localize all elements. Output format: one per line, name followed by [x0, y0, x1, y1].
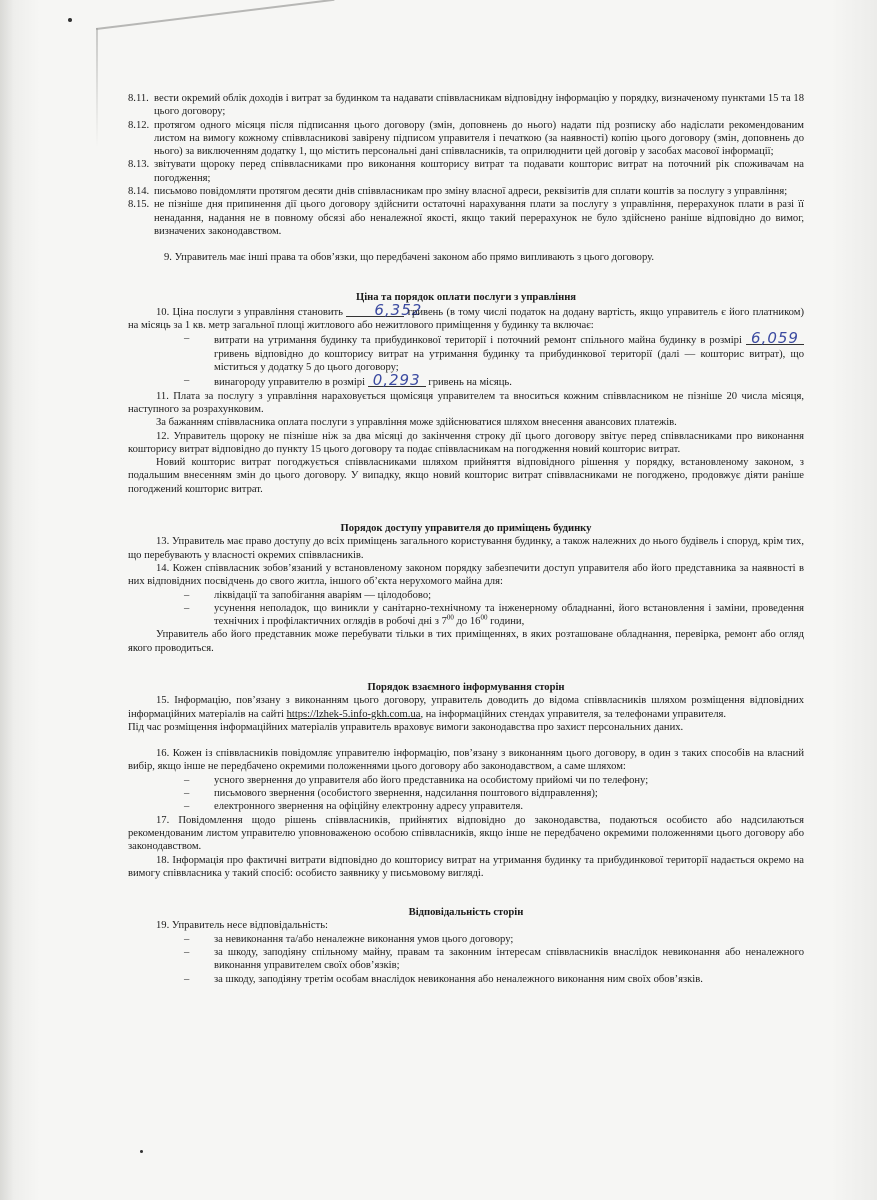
section-title-price: Ціна та порядок оплати послуги з управління	[355, 291, 577, 303]
section-title-access: Порядок доступу управителя до приміщень будинку	[340, 523, 592, 535]
paragraph-9: 9. Управитель має інші права та обов’язки, що передбачені законом або прямо випливають з цього договору.	[164, 252, 655, 264]
paragraph-16: 16. Кожен із співвласників повідомляє управителю інформацію, пов’язану з виконанням цього договору, в один з таких способів на власний вибір, якщо інше не передбачено окремими положеннями цього договору або законодавством, а саме шляхом:	[128, 748, 804, 773]
obligation-text: не пізніше дня припинення дії цього договору здійснити остаточні нарахування плати за послугу з управління, перерахунок плати в разі її ненадання, надання не в повному обсязі або неналежної якості, якщо такий перерахунок не було здійснено раніше відповідно до вимог, визначених законодавством.	[154, 199, 804, 237]
paragraph-18: 18. Інформація про фактичні витрати відповідно до кошторису витрат на утримання будинку та прибудинкової території надається окремо на вимогу співвласника у такий спосіб: особисто заявнику у письмовому вигляді.	[128, 854, 804, 879]
resp-item-contract: – за невиконання та/або неналежне виконання умов цього договору;	[184, 933, 514, 945]
paragraph-12b: Новий кошторис витрат погоджується співвласниками шляхом прийняття відповідного рішення у порядку, встановленому законом, з подальшим внесенням змін до цього договору. У випадку, якщо новий кошторис витрат співвласниками не погоджено, продовжує діяти раніше погоджений кошторис витрат.	[128, 457, 804, 495]
obligation-number: 8.11.	[128, 93, 149, 104]
handwritten-fee: 0,293	[368, 374, 426, 387]
obligation-item	[128, 198, 804, 238]
price-item-fee: – винагороду управителю в розмірі 0,293 гривень на місяць.	[184, 371, 512, 390]
obligation-item	[128, 185, 804, 198]
paragraph-17: 17. Повідомлення щодо рішень співвласників, прийнятих відповідно до законодавства, подаються особисто або надсилаються рекомендованим листом управителю уповноваженою особою співвласників, якщо інше не передбачено окремими положеннями цього договору або законодавством.	[128, 814, 804, 853]
obligation-item	[128, 92, 804, 119]
scan-speck	[68, 18, 72, 22]
price-item-maintenance: – витрати на утримання будинку та прибудинкової території і поточний ремонт спільного майна будинку в розмірі 6,059 гривень відповідно до кошторису витрат на утримання будинку та прибудинкової території (далі — кошторис витрат), що міститься у додатку 5 до цього договору;	[184, 329, 804, 374]
obligation-item	[128, 119, 804, 159]
document-page	[128, 92, 804, 986]
resp-item-third-parties: – за шкоду, заподіяну третім особам внаслідок невиконання або неналежного виконання ним своїх обов’язків.	[184, 973, 703, 985]
paragraph-12: 12. Управитель щороку не пізніше ніж за два місяці до закінчення строку дії цього договору звітує перед співвласниками про виконання кошторису витрат відповідно до пункту 15 цього договору та подає співвласникам на погодження новий кошторис витрат.	[128, 430, 804, 455]
scan-speck	[140, 1150, 143, 1153]
resp-item-property: – за шкоду, заподіяну спільному майну, правам та законним інтересам співвласників внаслідок невиконання або неналежного виконання управителем своїх обов’язків;	[184, 947, 804, 972]
info-item-electronic: – електронного звернення на офіційну електронну адресу управителя.	[184, 801, 524, 813]
page-fold-shadow	[96, 28, 98, 148]
section-title-responsibility: Відповідальність сторін	[408, 907, 524, 919]
paragraph-15: 15. Інформацію, пов’язану з виконанням цього договору, управитель доводить до відома співвласників шляхом розміщення відповідних інформаційних матеріалів на сайті https://lzhek-5.info-gkh.com.ua, на інформаційних стендах управителя, за телефонами управителя.	[128, 695, 804, 720]
section-title-info: Порядок взаємного інформування сторін	[367, 681, 565, 693]
access-item-repairs: – усунення неполадок, що виникли у санітарно-технічному та інженерному обладнанні, його встановлення і заміни, проведення технічних і профілактичних оглядів в робочі дні з $7^{00}$ до $16^{00}$ години,	[184, 602, 804, 628]
paragraph-14: 14. Кожен співвласник зобов’язаний у встановленому законом порядку забезпечити доступ управителя або його представника за наявності в них відповідних посвідчень до свого житла, іншого об’єкта нерухомого майна для:	[128, 562, 804, 588]
obligation-number: 8.13.	[128, 159, 150, 171]
paragraph-19: 19. Управитель несе відповідальність:	[156, 920, 328, 932]
website-link[interactable]: https://lzhek-5.info-gkh.com.ua	[286, 708, 421, 720]
obligation-text: вести окремий облік доходів і витрат за будинком та надавати співвласникам відповідну інформацію у порядку, визначеному пунктами 15 та 18 цього договору;	[154, 93, 804, 118]
paragraph-11: 11. Плата за послугу з управління нараховується щомісяця управителем та вноситься кожним співвласником не пізніше 20 числа місяця, наступного за розрахунковим.	[128, 390, 804, 415]
paragraph-10: 10. Ціна послуги з управління становить 6,352 гривень (в тому числі податок на додану вартість, якщо управитель є його платником) на місяць за 1 кв. метр загальної площі житлового або нежитлового приміщення у будинку та включає:	[128, 300, 805, 332]
obligation-number: 8.14.	[128, 186, 150, 198]
paragraph-14b: Управитель або його представник може перебувати тільки в тих приміщеннях, в яких розташоване обладнання, перевірка, ремонт або огляд якого проводиться.	[128, 629, 804, 654]
handwritten-price: 6,352	[346, 304, 404, 317]
info-item-oral: – усного звернення до управителя або його представника на особистому прийомі чи по телефону;	[184, 774, 649, 786]
obligations-list	[128, 92, 804, 238]
obligation-text: звітувати щороку перед співвласниками про виконання кошторису витрат та подавати кошторис витрат на поточний рік споживачам на погодження;	[154, 159, 804, 184]
access-item-emergency: – ліквідації та запобігання аваріям — цілодобово;	[184, 589, 432, 601]
handwritten-maintenance-cost: 6,059	[746, 332, 804, 345]
info-item-written: – письмового звернення (особистого звернення, надсилання поштового відправлення);	[184, 788, 598, 800]
paragraph-15c: Під час розміщення інформаційних матеріалів управитель враховує вимоги законодавства про захист персональних даних.	[128, 721, 684, 733]
obligation-item	[128, 158, 804, 185]
obligation-number: 8.15.	[128, 199, 150, 211]
paragraph-11b: За бажанням співвласника оплата послуги з управління може здійснюватися шляхом внесення авансових платежів.	[156, 417, 677, 429]
obligation-text: письмово повідомляти протягом десяти днів співвласникам про зміну власної адреси, реквізитів для сплати коштів за послугу з управління;	[154, 186, 788, 198]
paragraph-13: 13. Управитель має право доступу до всіх приміщень загального користування будинку, а також належних до нього будівель і споруд, крім тих, що перебувають у власності окремих співвласників.	[128, 536, 804, 561]
obligation-text: протягом одного місяця після підписання цього договору (змін, доповнень до нього) надати під розписку або надіслати рекомендованим листом на вимогу кожному співвласникові завірену підписом управителя і печаткою (за наявності) копію цього договору (змін, доповнень до нього) за виключенням додатку 1, що містить персональні дані співвласників, та оприлюднити цей договір у засобах масової інформації;	[154, 119, 804, 158]
obligation-number: 8.12.	[128, 119, 150, 131]
